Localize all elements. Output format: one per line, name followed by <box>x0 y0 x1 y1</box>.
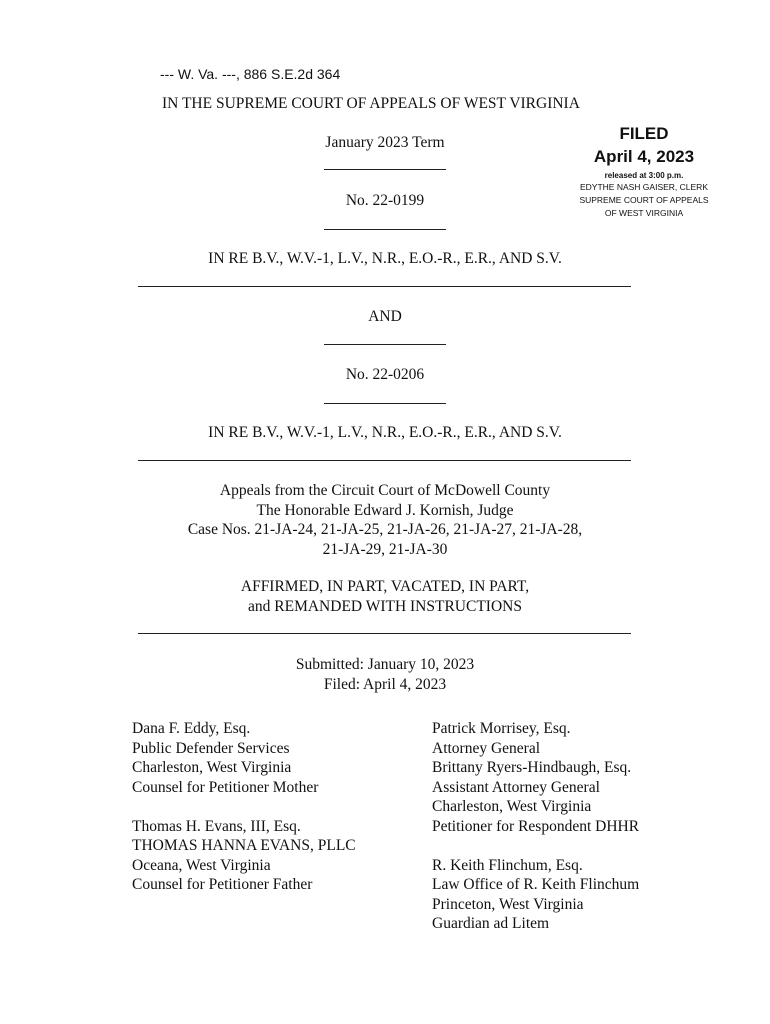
counsel-role: Petitioner for Respondent DHHR <box>432 817 640 835</box>
appeal-judge: The Honorable Edward J. Kornish, Judge <box>256 501 514 519</box>
appeal-court: Appeals from the Circuit Court of McDowell County <box>219 482 551 499</box>
term-rule <box>324 169 446 170</box>
filed-stamp-court-line1: SUPREME COURT OF APPEALS <box>579 195 709 205</box>
case1-number: No. 22-0199 <box>345 192 425 209</box>
case1-divider <box>138 286 631 287</box>
counsel-name: R. Keith Flinchum, Esq. <box>432 856 583 874</box>
filed-stamp-court-line2: OF WEST VIRGINIA <box>604 208 684 218</box>
case1-style: IN RE B.V., W.V.-1, L.V., N.R., E.O.-R., E.R., AND S.V. <box>208 250 562 267</box>
counsel-location: Charleston, West Virginia <box>432 798 592 815</box>
counsel-name: Patrick Morrisey, Esq. <box>432 720 571 737</box>
case1-number-rule <box>324 229 446 230</box>
counsel-name: Dana F. Eddy, Esq. <box>132 720 251 737</box>
filed-stamp-date: April 4, 2023 <box>593 147 695 166</box>
disposition-block <box>100 577 670 616</box>
case2-number-rule <box>324 403 446 404</box>
counsel-office: Public Defender Services <box>132 739 290 757</box>
counsel-role: Counsel for Petitioner Mother <box>132 778 319 796</box>
and-rule <box>324 344 446 345</box>
filed-stamp-label: FILED <box>619 124 669 143</box>
filed-date: Filed: April 4, 2023 <box>323 675 447 693</box>
filed-stamp-released: released at 3:00 p.m. <box>604 171 684 180</box>
citation: --- W. Va. ---, 886 S.E.2d 364 <box>160 66 341 82</box>
counsel-right-column <box>432 719 639 934</box>
case2-style: IN RE B.V., W.V.-1, L.V., N.R., E.O.-R., E.R., AND S.V. <box>208 424 562 441</box>
counsel-role: Guardian ad Litem <box>432 915 550 932</box>
case2-number: No. 22-0206 <box>345 366 425 383</box>
case2-divider <box>138 460 631 461</box>
filed-stamp-clerk: EDYTHE NASH GAISER, CLERK <box>579 182 708 192</box>
appeal-case-numbers-cont: 21-JA-29, 21-JA-30 <box>322 540 448 558</box>
counsel-role: Counsel for Petitioner Father <box>132 876 313 893</box>
court-heading: IN THE SUPREME COURT OF APPEALS OF WEST VIRGINIA <box>162 95 580 112</box>
counsel-office: Law Office of R. Keith Flinchum <box>432 876 640 893</box>
and-separator: AND <box>368 308 402 325</box>
counsel-title: Attorney General <box>432 739 541 757</box>
disposition-line2: and REMANDED WITH INSTRUCTIONS <box>248 597 522 615</box>
disposition-divider <box>138 633 631 634</box>
counsel-office: THOMAS HANNA EVANS, PLLC <box>132 837 356 854</box>
counsel-name: Thomas H. Evans, III, Esq. <box>132 817 301 835</box>
counsel-location: Oceana, West Virginia <box>132 856 271 874</box>
submitted-date: Submitted: January 10, 2023 <box>295 656 475 673</box>
counsel-name: Brittany Ryers-Hindbaugh, Esq. <box>432 759 632 776</box>
counsel-location: Princeton, West Virginia <box>432 895 584 913</box>
counsel-location: Charleston, West Virginia <box>132 759 292 776</box>
appeal-block <box>100 481 670 559</box>
disposition-line1: AFFIRMED, IN PART, VACATED, IN PART, <box>240 578 530 595</box>
appeal-case-numbers: Case Nos. 21-JA-24, 21-JA-25, 21-JA-26, 21-JA-27, 21-JA-28, <box>187 521 583 538</box>
counsel-left-column <box>132 719 356 895</box>
term: January 2023 Term <box>325 134 445 151</box>
dates-block <box>200 655 570 694</box>
counsel-title: Assistant Attorney General <box>432 778 600 796</box>
